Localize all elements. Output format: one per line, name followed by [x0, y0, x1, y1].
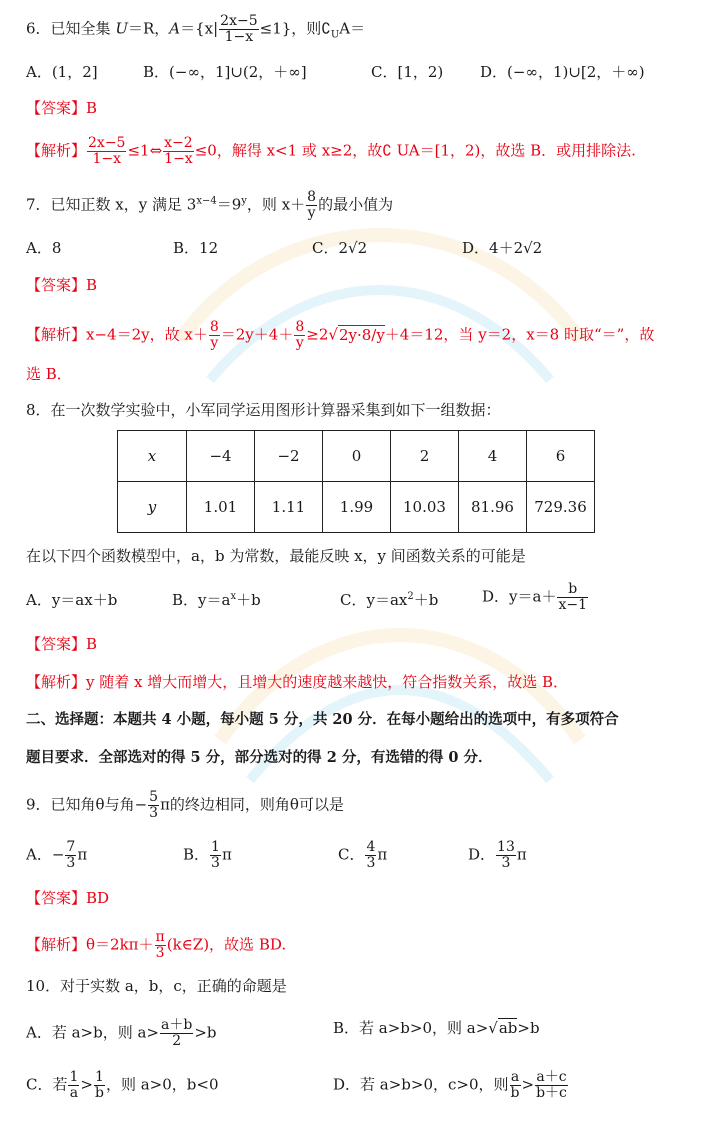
q9-option-c	[338, 840, 387, 871]
q6-explanation	[26, 136, 636, 167]
q9-fraction	[148, 790, 159, 821]
q10-opt-d-text: D．若 a>b>0，c>0，则	[333, 1075, 509, 1094]
q7-exp-f2-den: y	[295, 335, 304, 351]
q6-stem-text: 6．已知全集	[26, 19, 116, 38]
section2-line2: 题目要求．全部选对的得 5 分，部分选对的得 2 分，有选错的得 0 分．	[26, 749, 493, 766]
table-cell: 1.11	[255, 482, 323, 533]
table-cell: 4	[459, 431, 527, 482]
q10-option-c	[26, 1070, 219, 1101]
q10-opt-c-d1: a	[69, 1085, 79, 1101]
q9-exp-b: (k∈Z)，故选 BD.	[166, 935, 287, 954]
q7-stem-d: 的最小值为	[318, 195, 394, 214]
q10-opt-c-frac2	[94, 1070, 105, 1101]
q10-opt-c-n1: 1	[69, 1069, 79, 1085]
q9-opt-a-num: 7	[66, 839, 76, 855]
q6-exp-frac1	[87, 136, 126, 167]
q6-option-d: D．(−∞，1)∪[2，＋∞)	[480, 63, 645, 81]
q10-opt-d-frac1	[510, 1070, 521, 1101]
q7-exp-frac2	[294, 320, 305, 351]
q9-option-b	[183, 840, 232, 871]
q10-option-a	[26, 1018, 216, 1049]
q9-opt-c-num: 4	[366, 839, 376, 855]
q7-exp-a: x−4＝2y，故 x＋	[86, 325, 208, 344]
q8-answer: 【答案】B	[26, 635, 98, 653]
q7-frac-num: 8	[307, 189, 317, 205]
q7-stem-b: ＝9	[216, 195, 242, 214]
q8-option-c	[340, 590, 438, 610]
q8-opt-c-text: C．y＝ax	[340, 591, 408, 609]
q10-opt-b-text: B．若 a>b>0，则 a>	[333, 1019, 489, 1037]
q7-stem	[26, 190, 393, 221]
q7-exp-d: ＋4＝12，当 y＝2，x＝8 时取“＝”，故	[384, 325, 655, 344]
q7-stem-c: ，则 x＋	[246, 195, 306, 214]
q6-frac-num: 2x−5	[220, 13, 258, 29]
q8-option-d	[482, 582, 589, 613]
q7-frac-den: y	[307, 205, 316, 221]
q8-opt-c-tail: ＋b	[413, 591, 439, 609]
q6-exp-f1-num: 2x−5	[88, 135, 126, 151]
table-row	[118, 482, 595, 533]
q10-opt-b-tail: >b	[517, 1019, 540, 1037]
q8-option-a: A．y＝ax＋b	[26, 591, 118, 609]
q6-option-c: C．[1，2)	[371, 63, 444, 81]
q6-sub-U: U	[330, 29, 340, 41]
q9-frac-num: 5	[149, 789, 159, 805]
q9-option-d	[468, 840, 527, 871]
q8-opt-d-num: b	[557, 582, 588, 598]
q9-stem	[26, 790, 344, 821]
q10-option-b: B．若 a>b>0，则 a>√ab>b	[333, 1019, 540, 1037]
table-row	[118, 431, 595, 482]
q6-option-b: B．(−∞，1]∪(2，＋∞]	[143, 63, 307, 81]
q7-exp-f2-num: 8	[295, 319, 305, 335]
q10-opt-b-sqrt: ab	[498, 1019, 518, 1037]
q7-exp-b: ＝2y＋4＋	[220, 325, 294, 344]
q10-opt-d-n2: a＋c	[536, 1069, 567, 1085]
q6-tail: A＝	[339, 19, 366, 38]
q6-fraction	[219, 14, 258, 45]
table-cell: −4	[187, 431, 255, 482]
q6-eqR: ＝R，	[127, 19, 170, 38]
q10-option-d	[333, 1070, 569, 1101]
q9-exp-a: 【解析】θ＝2kπ＋	[26, 935, 154, 954]
table-cell: 0	[323, 431, 391, 482]
q6-U: U	[115, 19, 128, 38]
q9-opt-c-frac	[365, 840, 376, 871]
q7-option-b: B．12	[173, 239, 219, 257]
q8-stem2: 在以下四个函数模型中，a，b 为常数，最能反映 x，y 间函数关系的可能是	[26, 547, 526, 565]
q8-opt-b-sup: x	[230, 591, 237, 602]
q6-stem	[26, 14, 365, 46]
q10-opt-a-text: A．若 a>b，则 a>	[26, 1023, 159, 1042]
q10-opt-d-gt: >	[521, 1075, 535, 1094]
q7-explanation-cont: 选 B．	[26, 365, 72, 383]
q9-opt-d-num: 13	[497, 839, 515, 855]
table-cell: 6	[527, 431, 595, 482]
q6-A: A	[169, 19, 181, 38]
q9-opt-d-label: D．	[468, 845, 496, 864]
q9-opt-c-label: C．	[338, 845, 365, 864]
q8-opt-d-den: x−1	[558, 597, 587, 613]
table-cell: 81.96	[459, 482, 527, 533]
q6-option-a: A．(1，2]	[26, 63, 98, 81]
q7-exp-f1-num: 8	[209, 319, 219, 335]
q6-exp-tail: ≤0，解得 x<1 或 x≥2，故∁ UA＝[1，2)，故选 B．或用排除法.	[194, 141, 636, 160]
q9-stem-a: 9．已知角θ与角−	[26, 795, 148, 814]
q9-opt-d-frac	[496, 840, 516, 871]
q9-opt-b-tail: π	[221, 845, 232, 864]
q6-exp-f2-num: x−2	[164, 135, 193, 151]
q7-exp-frac1	[209, 320, 220, 351]
q10-opt-d-d1: b	[510, 1085, 520, 1101]
q8-data-table	[117, 430, 595, 533]
q7-sup: x−4	[196, 195, 217, 207]
q6-set-open: ＝{x|	[180, 19, 219, 38]
q9-explanation	[26, 930, 286, 961]
q10-opt-c-frac1	[68, 1070, 79, 1101]
q7-stem-a: 7．已知正数 x，y 满足 3	[26, 195, 197, 214]
table-cell: 1.01	[187, 482, 255, 533]
q8-opt-d-text: D．y＝a＋	[482, 587, 557, 606]
watermark-graphic	[60, 120, 700, 1120]
q6-answer: 【答案】B	[26, 99, 98, 117]
q6-exp-f2-den: 1−x	[164, 151, 193, 167]
q6-exp-mid: ≤1⇔	[127, 141, 163, 160]
q9-stem-b: π的终边相同，则角θ可以是	[160, 795, 344, 814]
q9-answer: 【答案】BD	[26, 889, 110, 907]
table-cell: 2	[391, 431, 459, 482]
q7-exp-head: 【解析】	[26, 325, 87, 344]
q7-explanation: 【解析】x−4＝2y，故 x＋ $\frac{8}{y}$ ＝2y＋4＋ $\frac{8}{y}$ ≥2√2y·8/y＋4＝12，当 y＝2，x＝8 时取“＝”，故	[26, 319, 655, 351]
q9-opt-d-den: 3	[501, 855, 511, 871]
q10-opt-a-tail: >b	[194, 1023, 217, 1042]
q10-opt-a-den: 2	[172, 1033, 182, 1049]
q10-stem: 10．对于实数 a，b，c，正确的命题是	[26, 977, 287, 995]
q9-opt-a-tail: π	[77, 845, 88, 864]
q10-opt-c-n2: 1	[95, 1069, 104, 1085]
q10-opt-a-num: a＋b	[161, 1017, 193, 1033]
q8-opt-c-sup: 2	[407, 591, 414, 602]
q7-fraction	[306, 190, 317, 221]
q6-exp-head: 【解析】	[26, 141, 87, 160]
section2-line1: 二、选择题：本题共 4 小题，每小题 5 分，共 20 分．在每小题给出的选项中，有多项符合	[26, 711, 619, 728]
table-cell: −2	[255, 431, 323, 482]
q9-opt-c-tail: π	[377, 845, 388, 864]
q10-opt-c-tail: ，则 a>0，b<0	[105, 1075, 219, 1094]
q8-opt-d-frac	[557, 582, 588, 613]
q8-opt-b-text: B．y＝a	[172, 591, 231, 609]
q9-exp-num: π	[155, 929, 165, 945]
table-cell: x	[118, 431, 187, 482]
table-cell: 10.03	[391, 482, 459, 533]
q9-opt-d-tail: π	[516, 845, 527, 864]
q6-set-close: ≤1}，则∁	[259, 19, 331, 38]
q9-frac-den: 3	[149, 805, 159, 821]
q7-option-d: D．4＋2√2	[462, 239, 543, 257]
q8-option-b	[172, 590, 261, 610]
table-cell: 729.36	[527, 482, 595, 533]
q7-sup2: y	[241, 195, 247, 207]
q6-exp-f1-den: 1−x	[92, 151, 122, 167]
q9-opt-b-den: 3	[211, 855, 220, 871]
q7-exp-sqrt: 2y·8/y	[338, 325, 385, 344]
q8-stem: 8．在一次数学实验中，小军同学运用图形计算器采集到如下一组数据：	[26, 401, 501, 419]
q6-frac-den: 1−x	[224, 29, 254, 45]
q9-option-a	[26, 840, 87, 871]
q10-opt-c-gt: >	[80, 1075, 93, 1094]
table-cell: 1.99	[323, 482, 391, 533]
q9-opt-a-frac	[65, 840, 76, 871]
q9-opt-b-label: B．	[183, 845, 210, 864]
q7-exp-c: ≥2	[306, 325, 329, 344]
table-cell: y	[118, 482, 187, 533]
q10-opt-a-frac	[160, 1018, 193, 1049]
q10-opt-d-d2: b＋c	[536, 1085, 567, 1101]
q7-option-a: A．8	[26, 239, 62, 257]
q7-answer: 【答案】B	[26, 276, 98, 294]
q9-opt-a-label: A．−	[26, 845, 65, 864]
q6-exp-frac2	[163, 136, 194, 167]
q8-explanation: 【解析】y 随着 x 增大而增大，且增大的速度越来越快，符合指数关系，故选 B．	[26, 673, 569, 691]
q7-exp-f1-den: y	[210, 335, 219, 351]
q9-opt-a-den: 3	[66, 855, 76, 871]
q9-opt-b-num: 1	[211, 839, 220, 855]
q7-option-c: C．2√2	[312, 239, 368, 257]
q8-opt-b-tail: ＋b	[236, 591, 261, 609]
q10-opt-c-d2: b	[94, 1085, 104, 1101]
q10-opt-c-text: C．若	[26, 1075, 68, 1094]
q9-opt-b-frac	[210, 840, 221, 871]
q10-opt-d-frac2	[535, 1070, 568, 1101]
q9-exp-frac	[155, 930, 166, 961]
q10-opt-d-n1: a	[510, 1069, 520, 1085]
q9-opt-c-den: 3	[366, 855, 376, 871]
q9-exp-den: 3	[155, 945, 165, 961]
